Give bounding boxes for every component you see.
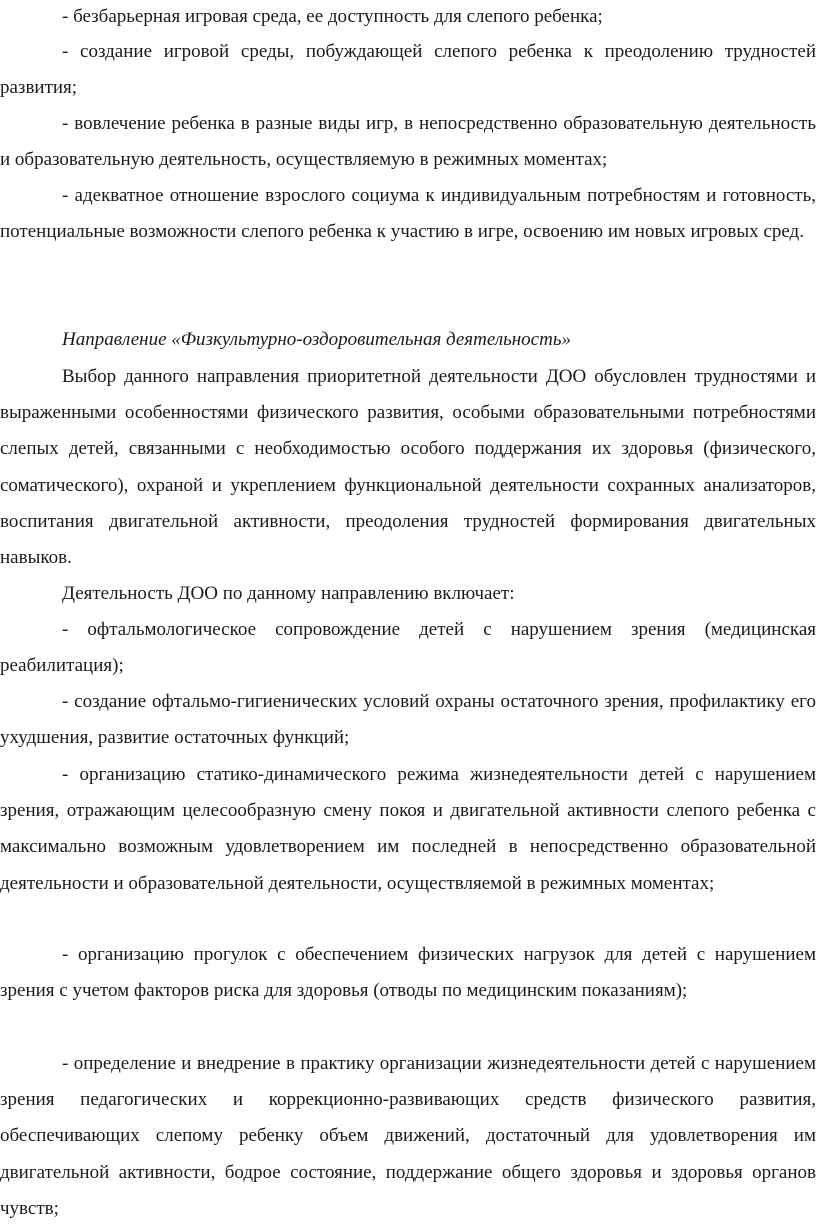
list-item-hygiene-conditions: - создание офтальмо-гигиенических условий охраны остаточного зрения, профилактику его ухудшения, развитие остаточных функций; xyxy=(0,691,816,749)
paragraph-choice: Выбор данного направления приоритетной деятельности ДОО обусловлен трудностями и выраженными особенностями физического развития, особыми образовательными потребностями слепых детей, связанными с необходимостью особого поддержания их здоровья (физического, соматического), охраной и укреплением функциональной деятельности сохранных анализаторов, воспитания двигательной активности, преодоления трудностей формирования двигательных навыков. xyxy=(0,366,816,569)
list-item-practice-introduction: - определение и внедрение в практику организации жизнедеятельности детей с нарушением зрения педагогических и коррекционно-развивающих средств физического развития, обеспечивающих слепому ребенку объем движений, достаточный для удовлетворения им двигательной активности, бодрое состояние, поддержание общего здоровья и здоровья органов чувств; xyxy=(0,1053,816,1219)
paragraph-activity-intro: Деятельность ДОО по данному направлению включает: xyxy=(62,583,515,604)
list-item-game-environment: - создание игровой среды, побуждающей слепого ребенка к преодолению трудностей развития; xyxy=(0,41,816,99)
section-heading: Направление «Физкультурно-оздоровительная деятельность» xyxy=(62,329,571,350)
list-item-involvement: - вовлечение ребенка в разные виды игр, в непосредственно образовательную деятельность и образовательную деятельность, осуществляемую в режимных моментах; xyxy=(0,113,816,171)
list-item-ophthalmology: - офтальмологическое сопровождение детей с нарушением зрения (медицинская реабилитация); xyxy=(0,619,816,677)
list-item-static-dynamic-regime: - организацию статико-динамического режима жизнедеятельности детей с нарушением зрения, отражающим целесообразную смену покоя и двигательной активности слепого ребенка с максимально возможным удовлетворением им последней в непосредственно образовательной деятельности и образовательной деятельности, осуществляемой в режимных моментах; xyxy=(0,764,816,894)
list-item-adequate-attitude: - адекватное отношение взрослого социума к индивидуальным потребностям и готовность, потенциальные возможности слепого ребенка к участию в игре, освоению им новых игровых сред. xyxy=(0,185,816,243)
list-item-barrier-free: - безбарьерная игровая среда, ее доступность для слепого ребенка; xyxy=(62,6,603,27)
list-item-walks: - организацию прогулок с обеспечением физических нагрузок для детей с нарушением зрения с учетом факторов риска для здоровья (отводы по медицинским показаниям); xyxy=(0,944,816,1002)
